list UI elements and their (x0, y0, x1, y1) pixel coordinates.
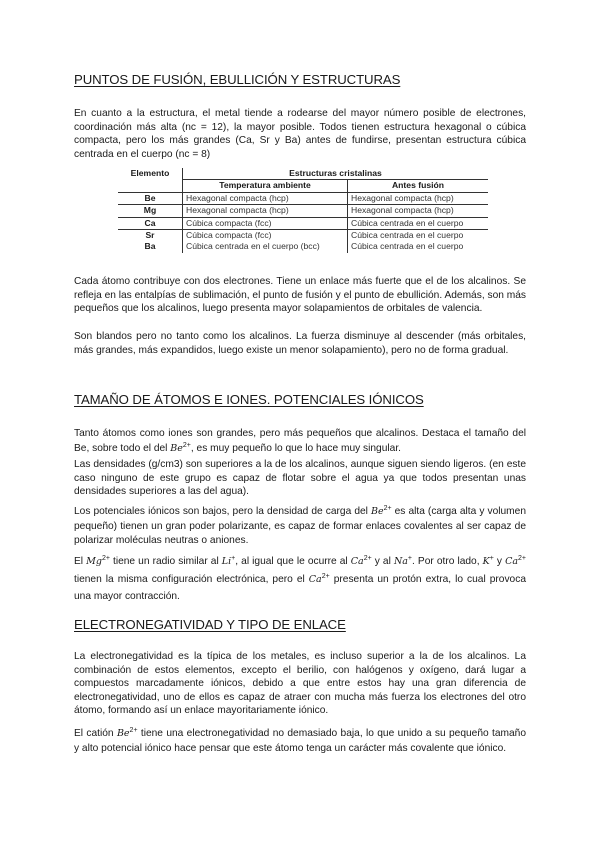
table-cell-room: Hexagonal compacta (hcp) (183, 205, 348, 217)
charge-superscript: 2+ (518, 555, 527, 562)
table-cell-before: Cúbica centrada en el cuerpo (351, 241, 464, 252)
table-cell-element: Mg (118, 205, 183, 217)
table-cell-element: Ca (118, 217, 183, 229)
charge-superscript: 2+ (101, 555, 110, 562)
table-header-before-fusion: Antes fusión (348, 180, 489, 192)
paragraph-structure: En cuanto a la estructura, el metal tiende a rodearse del mayor número posible de electrones, coordinación más alta (nc = 12), la mayor posible. Todos tienen estructura hexagonal o cúbica compacta, pero los más grandes (Ca, Sr y Ba) antes de fundirse, presentan estructura cúbica centrada en el cuerpo (nc = 8) (74, 108, 526, 160)
symbol-ca: Ca (505, 556, 519, 567)
table-cell-before: Hexagonal compacta (hcp) (348, 192, 489, 204)
symbol-ca: Ca (308, 573, 322, 585)
paragraph-cation (74, 727, 526, 756)
text-span: El (74, 556, 87, 567)
text-span: , al igual que le ocurre al (235, 556, 351, 567)
table-cell-element: Sr (145, 230, 155, 241)
table-cell-before: Cúbica centrada en el cuerpo (351, 230, 464, 241)
table-row (118, 217, 488, 229)
charge-superscript: 2+ (383, 505, 392, 512)
text-span: tienen la misma configuración electrónica, pero el (74, 573, 309, 585)
table-row (118, 192, 488, 204)
table-cell-before: Hexagonal compacta (hcp) (348, 205, 489, 217)
text-span: El catión (74, 728, 117, 739)
table-header-element: Elemento (118, 168, 183, 192)
table-cell-room: Cúbica centrada en el cuerpo (bcc) (183, 241, 348, 252)
table-cell-element: Be (118, 192, 183, 204)
charge-superscript: + (489, 555, 494, 562)
charge-superscript: 2+ (363, 555, 372, 562)
paragraph-density: Las densidades (g/cm3) son superiores a la de los alcalinos, aunque siguen siendo ligeros. (en este caso ninguno de este grupo es capaz de flotar sobre el agua ya que todos presentan unas densidades superiores a las del agua). (74, 459, 526, 498)
symbol-mg: Mg (86, 556, 102, 567)
charge-superscript: 2+ (129, 727, 138, 734)
text-span: tiene una electronegatividad no demasiado baja, lo que unido a su pequeño tamaño y alto potencial iónico hace pensar que este átomo tenga un carácter más covalente que iónico. (74, 728, 526, 754)
symbol-li: Li (221, 556, 232, 567)
paragraph-ionic-potential (74, 505, 526, 549)
text-span: presenta un protón extra, lo cual provoca una mayor contracción. (74, 573, 526, 602)
text-span: Los potenciales iónicos son bajos, pero la densidad de carga del (74, 506, 371, 517)
symbol-be: Be (370, 506, 384, 517)
text-span: y (493, 556, 506, 567)
table-cell-before: Cúbica centrada en el cuerpo (348, 217, 489, 229)
table-cell-room: Cúbica compacta (fcc) (183, 230, 348, 242)
symbol-k: K (482, 556, 490, 567)
table-row (118, 205, 488, 217)
symbol-be: Be (116, 728, 130, 739)
charge-superscript: 2+ (182, 442, 191, 449)
section-heading-fusion: PUNTOS DE FUSIÓN, EBULLICIÓN Y ESTRUCTURAS (74, 72, 401, 87)
crystal-structures-table (118, 168, 488, 253)
section-heading-electronegativity: ELECTRONEGATIVIDAD Y TIPO DE ENLACE (74, 617, 346, 632)
symbol-be: Be (170, 443, 183, 454)
text-span: Tanto átomos como iones son grandes, pero más pequeños que alcalinos. Destaca el tamaño del Be, sobre todo el del (74, 428, 526, 454)
table-header-room-temp: Temperatura ambiente (183, 180, 348, 192)
text-span: y al (371, 556, 394, 567)
table-cell-element: Ba (144, 241, 156, 252)
text-span: , es muy pequeño lo que lo hace muy singular. (190, 443, 401, 454)
charge-superscript: + (407, 555, 413, 562)
paragraph-size (74, 426, 526, 456)
text-span: es alta (carga alta y volumen pequeño) tienen un gran poder polarizante, es capaz de formar enlaces covalentes al ser capaz de polarizar moléculas neutras o aniones. (74, 506, 526, 547)
paragraph-electronegativity: La electronegatividad es la típica de los metales, es incluso superior a la de los alcalinos. La combinación de estos elementos, excepto el berilio, con halógenos y oxígeno, dará lugar a compuestos marcadamente iónicos, debido a que entre estos hay una gran diferencia de electronegatividad, uno de ellos es capaz de atraer con mucha más fuerza los electrones del otro átomo, formando así un enlace mayoritariamente iónico. (74, 651, 526, 717)
paragraph-electrons: Cada átomo contribuye con dos electrones. Tiene un enlace más fuerte que el de los alcalinos. Se refleja en las entalpías de sublimación, el punto de fusión y el punto de ebullición. Además, son más pequeños que los alcalinos, luego presenta mayor solapamientos de orbitales de valencia. (74, 276, 526, 315)
table-header-structures: Estructuras cristalinas (183, 168, 489, 180)
text-span: . Por otro lado, (412, 556, 483, 567)
symbol-na: Na (393, 556, 408, 567)
table-row (118, 230, 488, 242)
symbol-ca: Ca (350, 556, 364, 567)
table-cell-room: Cúbica compacta (fcc) (183, 217, 348, 229)
table-row (118, 241, 488, 252)
table-cell-room: Hexagonal compacta (hcp) (183, 192, 348, 204)
text-span: tiene un radio similar al (109, 556, 222, 567)
paragraph-softness: Son blandos pero no tanto como los alcalinos. La fuerza disminuye al descender (más orbitales, más grandes, más expandidos, luego existe un menor solapamiento), pero no de forma gradual. (74, 331, 526, 356)
paragraph-radius (74, 553, 526, 606)
section-heading-size: TAMAÑO DE ÁTOMOS E IONES. POTENCIALES IÓNICOS (74, 392, 424, 407)
charge-superscript: 2+ (321, 572, 330, 580)
charge-superscript: + (231, 555, 236, 562)
